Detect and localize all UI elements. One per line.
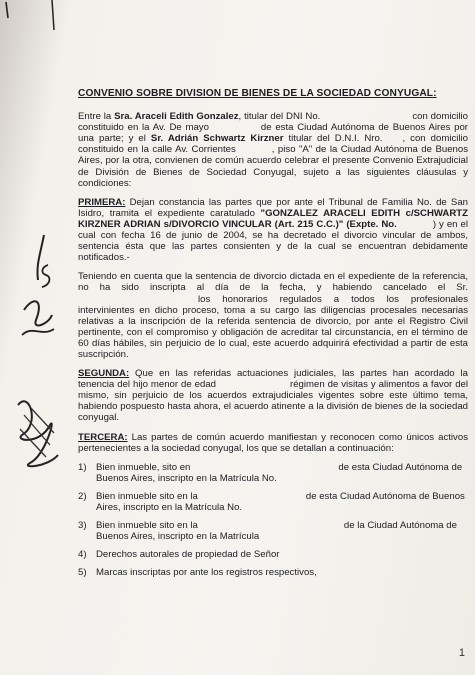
list-item — [78, 491, 468, 513]
intro-paragraph — [78, 111, 468, 189]
clause-text: Dejan constancia las partes que por ante el Tribunal de Familia No. de San Isidro, tramita el expediente caratulado — [78, 196, 468, 219]
item-number: 2) — [78, 490, 87, 502]
list-item — [78, 549, 468, 560]
divorce-registration-paragraph — [78, 271, 468, 360]
party-name-1: Sra. Araceli Edith Gonzalez — [114, 111, 239, 123]
item-text: Buenos Aires, inscripto en la Matrícula — [96, 531, 260, 543]
agreement-body — [78, 88, 468, 585]
list-item — [78, 462, 468, 484]
intro-text: de esta Ciudad Autónoma de Buenos Aires por una parte; y el — [78, 122, 468, 145]
item-text: Bien inmueble sito en la — [96, 490, 198, 502]
clause-segunda — [78, 368, 468, 423]
item-text: de esta Ciudad Autónoma de Buenos Aires, inscripto en la Matrícula No. — [96, 490, 465, 513]
item-text: de esta Ciudad — [338, 461, 403, 473]
margin-signature-top — [0, 0, 70, 40]
intro-text: con domicilio constituido en la Av. De mayo — [78, 111, 468, 134]
paragraph-text: Teniendo en cuenta que la sentencia de divorcio dictada en el expediente de la referencia, no ha sido inscripta al día de la fecha, y habiendo cancelado el Sr. — [78, 271, 468, 294]
clause-primera — [78, 197, 468, 264]
intro-text: titular del D.N.I. Nro. — [283, 133, 383, 145]
clause-text: Que en las referidas actuaciones judiciales, las partes han acordado la tenencia del hijo menor de edad — [78, 368, 468, 391]
paragraph-text: los honorarios regulados a todos los profesionales intervinientes en dicho proceso, toma a su cargo las diligencias procesales necesarias relativas a la inscripción de la referida sentencia de divorcio, por ante el Registro Civil pertinente, con el compromiso y obligación de acreditar tal circunstancia, en el término de 60 días hábiles, sin perjuicio de lo cual, este acuerdo adquirirá efectividad a partir de esta suscripción. — [78, 293, 468, 360]
item-text: de la Ciudad Autónoma de — [343, 520, 457, 532]
clause-text: régimen de visitas y alimentos a favor del mismo, sin perjuicio de los acuerdos extrajudiciales vigentes sobre este último tema, habiendo pospuesto hasta ahora, el acuerdo atinente a la división de bienes de la sociedad conyugal. — [78, 379, 468, 424]
item-text: Bien inmueble, sito en — [96, 461, 191, 473]
intro-text: , con domicilio constituido en la calle Av. Corrientes — [78, 133, 468, 156]
item-number: 4) — [78, 549, 87, 561]
document-title: CONVENIO SOBRE DIVISION DE BIENES DE LA SOCIEDAD CONYUGAL: — [78, 88, 437, 99]
clause-label: SEGUNDA: — [78, 368, 130, 380]
item-text: Autónoma de Buenos Aires, inscripto en la Matrícula No. — [96, 461, 463, 484]
clause-label: TERCERA: — [78, 431, 128, 443]
intro-text: , titular del DNI No. — [238, 111, 321, 123]
item-number: 3) — [78, 520, 87, 532]
clause-tercera — [78, 432, 468, 454]
intro-text: Entre la — [78, 111, 115, 123]
party-name-2: Sr. Adrián Schwartz Kirzner — [150, 133, 284, 145]
clause-label: PRIMERA: — [78, 196, 126, 208]
margin-scribble-signature — [10, 385, 65, 475]
item-number: 1) — [78, 461, 87, 473]
list-item — [78, 520, 468, 542]
case-caption: "GONZALEZ ARACELI EDITH c/SCHWARTZ KIRZNER ADRIAN s/DIVORCIO VINCULAR (Art. 215 C.C.)" (Expte. No. — [78, 207, 469, 230]
page-number: 1 — [458, 647, 465, 659]
item-text: Derechos autorales de propiedad de Señor — [96, 549, 280, 561]
item-text: Bien inmueble sito en la — [96, 520, 198, 532]
assets-list — [78, 462, 468, 579]
list-item — [78, 567, 468, 578]
clause-text: Las partes de común acuerdo manifiestan y reconocen como únicos activos pertenecientes a la sociedad conyugal, los que se detallan a continuación: — [78, 431, 468, 454]
clause-text: ) y en el cual con fecha 16 de junio de 2004, se ha decretado el divorcio vincular de ambos, sentencia ésta que las partes consienten y de la cual se encuentran debidamente notificados.- — [78, 218, 468, 264]
intro-text: , piso "A" de la Ciudad Autónoma de Buenos Aires, por la otra, convienen de común acuerdo celebrar el presente Convenio Extrajudicial de División de Bienes de Sociedad Conyugal, sujeto a las siguientes cláusulas y condiciones: — [78, 144, 468, 189]
item-number: 5) — [78, 567, 87, 579]
margin-initials-signature — [14, 225, 64, 345]
item-text: Marcas inscriptas por ante los registros respectivos, — [96, 567, 317, 579]
